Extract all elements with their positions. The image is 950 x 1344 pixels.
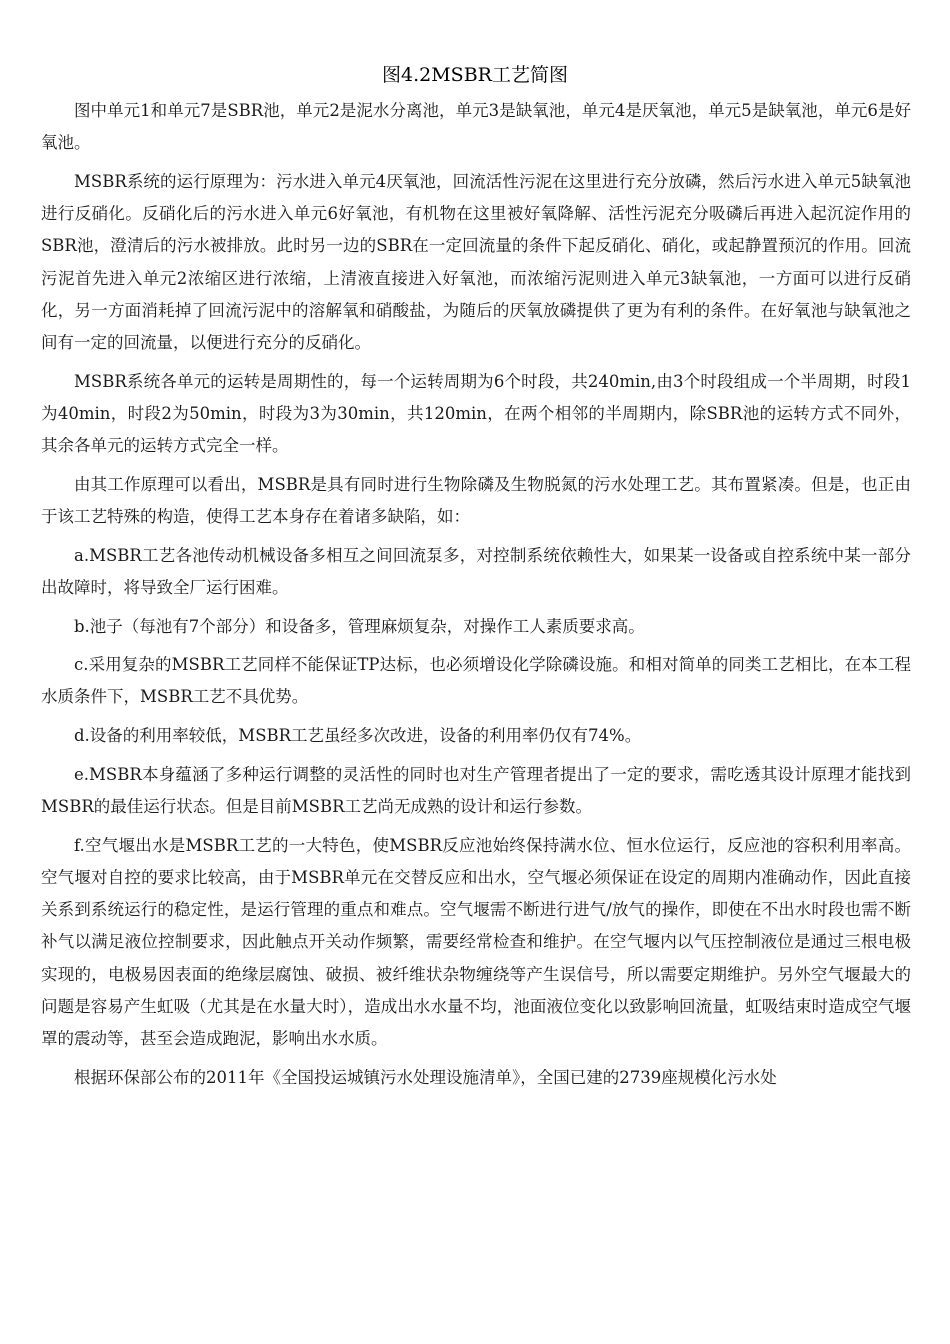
paragraph-defect-a: a.MSBR工艺各池传动机械设备多相互之间回流泵多，对控制系统依赖性大，如果某一设备或自控系统中某一部分出故障时，将导致全厂运行困难。 (41, 545, 911, 597)
paragraph-cycle: MSBR系统各单元的运转是周期性的，每一个运转周期为6个时段，共240min,由3个时段组成一个半周期，时段1为40min，时段2为50min，时段为3为30min，共120min，在两个相邻的半周期内，除SBR池的运转方式不同外，其余各单元的运转方式完全一样。 (41, 371, 911, 456)
paragraph-principle: MSBR系统的运行原理为：污水进入单元4厌氧池，回流活性污泥在这里进行充分放磷，然后污水进入单元5缺氧池进行反硝化。反硝化后的污水进入单元6好氧池，有机物在这里被好氧降解、活性污泥充分吸磷后再进入起沉淀作用的SBR池，澄清后的污水被排放。此时另一边的SBR在一定回流量的条件下起反硝化、硝化，或起静置预沉的作用。回流污泥首先进入单元2浓缩区进行浓缩，上清液直接进入好氧池，而浓缩污泥则进入单元3缺氧池，一方面可以进行反硝化，另一方面消耗掉了回流污泥中的溶解氧和硝酸盐，为随后的厌氧放磷提供了更为有利的条件。在好氧池与缺氧池之间有一定的回流量，以便进行充分的反硝化。 (41, 171, 911, 352)
figure-caption: 图4.2MSBR工艺简图 (382, 64, 568, 86)
paragraph-defect-b: b.池子（每池有7个部分）和设备多，管理麻烦复杂，对操作工人素质要求高。 (74, 616, 645, 636)
paragraph-defect-d: d.设备的利用率较低，MSBR工艺虽经多次改进，设备的利用率仍仅有74%。 (74, 726, 642, 746)
paragraph-defects-intro: 由其工作原理可以看出，MSBR是具有同时进行生物除磷及生物脱氮的污水处理工艺。其布置紧凑。但是，也正由于该工艺特殊的构造，使得工艺本身存在着诸多缺陷，如： (41, 474, 911, 526)
paragraph-defect-e: e.MSBR本身蕴涵了多种运行调整的灵活性的同时也对生产管理者提出了一定的要求，需吃透其设计原理才能找到MSBR的最佳运行状态。但是目前MSBR工艺尚无成熟的设计和运行参数。 (41, 764, 911, 817)
paragraph-defect-f: f.空气堰出水是MSBR工艺的一大特色，使MSBR反应池始终保持满水位、恒水位运行，反应池的容积利用率高。空气堰对自控的要求比较高，由于MSBR单元在交替反应和出水，空气堰必须保证在设定的周期内准确动作，因此直接关系到系统运行的稳定性，是运行管理的重点和难点。空气堰需不断进行进气/放气的操作，即使在不出水时段也需不断补气以满足液位控制要求，因此触点开关动作频繁，需要经常检查和维护。在空气堰内以气压控制液位是通过三根电极实现的，电极易因表面的绝缘层腐蚀、破损、被纤维状杂物缠绕等产生误信号，所以需要定期维护。另外空气堰最大的问题是容易产生虹吸（尤其是在水量大时），造成出水水量不均，池面液位变化以致影响回流量，虹吸结束时造成空气堰罩的震动等，甚至会造成跑泥，影响出水水质。 (41, 835, 911, 1048)
paragraph-defect-c: c.采用复杂的MSBR工艺同样不能保证TP达标，也必须增设化学除磷设施。和相对简单的同类工艺相比，在本工程水质条件下，MSBR工艺不具优势。 (41, 655, 911, 707)
document-body (41, 95, 911, 1100)
paragraph-units: 图中单元1和单元7是SBR池，单元2是泥水分离池，单元3是缺氧池，单元4是厌氧池，单元5是缺氧池，单元6是好氧池。 (41, 101, 911, 153)
paragraph-statistics: 根据环保部公布的2011年《全国投运城镇污水处理设施清单》，全国已建的2739座规模化污水处 (74, 1067, 777, 1087)
